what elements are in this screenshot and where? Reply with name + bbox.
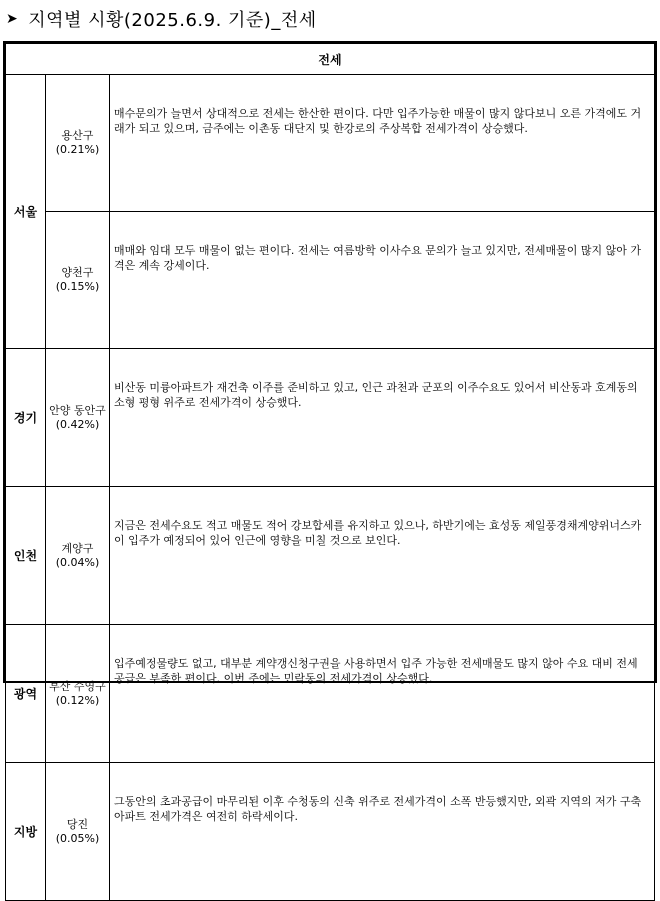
area-cell — [46, 349, 110, 487]
table-header: 전세 — [6, 44, 655, 75]
description-cell: 매수문의가 늘면서 상대적으로 전세는 한산한 편이다. 다만 입주가능한 매물이 많지 않다보니 오른 가격에도 거래가 되고 있으며, 금주에는 이촌동 대단지 및 한강로의 주상복합 전세가격이 상승했다. — [110, 75, 655, 212]
table-row — [6, 763, 655, 901]
area-name: 용산구 — [61, 129, 94, 142]
area-name: 당진 — [66, 817, 89, 831]
page-title-text: 지역별 시황(2025.6.9. 기준)_전세 — [28, 10, 317, 31]
region-incheon: 인천 — [6, 487, 46, 625]
region-gyeonggi: 경기 — [6, 349, 46, 487]
area-rate: (0.15%) — [55, 280, 100, 293]
description-cell: 그동안의 초과공급이 마무리된 이후 수청동의 신축 위주로 전세가격이 소폭 반등했지만, 외곽 지역의 저가 구축아파트 전세가격은 여전히 하락세이다. — [110, 763, 655, 901]
area-rate: (0.04%) — [55, 555, 100, 569]
area-cell — [46, 75, 110, 212]
arrow-icon: ➤ — [6, 11, 19, 27]
area-name: 계양구 — [61, 541, 94, 555]
table-row — [6, 349, 655, 487]
region-seoul: 서울 — [6, 75, 46, 349]
area-name: 안양 동안구 — [49, 403, 106, 417]
area-cell — [46, 212, 110, 349]
table-row — [6, 212, 655, 349]
area-name: 부산 수영구 — [49, 679, 106, 693]
description-cell: 비산동 미륭아파트가 재건축 이주를 준비하고 있고, 인근 과천과 군포의 이주수요도 있어서 비산동과 호계동의 소형 평형 위주로 전세가격이 상승했다. — [110, 349, 655, 487]
description-cell: 매매와 임대 모두 매물이 없는 편이다. 전세는 여름방학 이사수요 문의가 늘고 있지만, 전세매물이 많지 않아 가격은 계속 강세이다. — [110, 212, 655, 349]
area-rate: (0.42%) — [55, 417, 100, 431]
area-rate: (0.21%) — [55, 143, 100, 156]
area-rate: (0.12%) — [55, 693, 100, 707]
table-row — [6, 625, 655, 763]
table-row — [6, 487, 655, 625]
area-cell — [46, 763, 110, 901]
table-row — [6, 75, 655, 212]
area-name: 양천구 — [61, 266, 94, 279]
area-rate: (0.05%) — [55, 831, 100, 845]
area-cell — [46, 625, 110, 763]
region-gwangyeok: 광역 — [6, 625, 46, 763]
page-title — [6, 4, 317, 34]
region-jibang: 지방 — [6, 763, 46, 901]
area-cell — [46, 487, 110, 625]
description-cell: 지금은 전세수요도 적고 매물도 적어 강보합세를 유지하고 있으나, 하반기에는 효성동 제일풍경채계양위너스카이 입주가 예정되어 있어 인근에 영향을 미칠 것으로 보인다. — [110, 487, 655, 625]
jeonse-market-table — [5, 43, 655, 901]
description-cell: 입주예정물량도 없고, 대부분 계약갱신청구권을 사용하면서 입주 가능한 전세매물도 많지 않아 수요 대비 전세 공급은 부족한 편이다. 이번 주에는 민락동의 전세가격이 상승했다. — [110, 625, 655, 763]
